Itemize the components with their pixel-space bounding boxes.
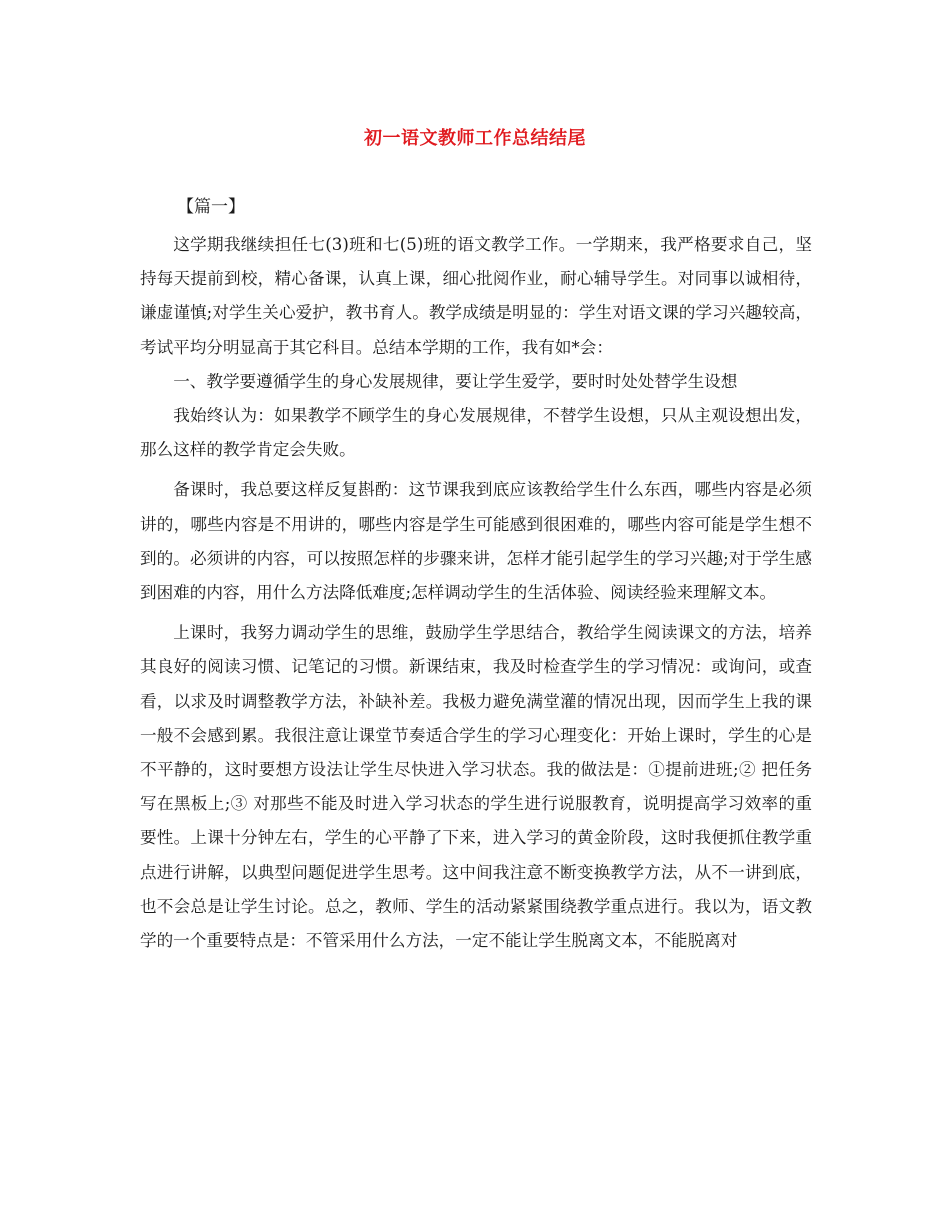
section-label: 【篇一】: [177, 197, 245, 217]
paragraph-in-class: 上课时，我努力调动学生的思维，鼓励学生学思结合，教给学生阅读课文的方法，培养其良好的阅读习惯、记笔记的习惯。新课结束，我及时检查学生的学习情况：或询问，或查看，以求及时调整教学方法，补缺补差。我极力避免满堂灌的情况出现，因而学生上我的课一般不会感到累。我很注意让课堂节奏适合学生的学习心理变化：开始上课时，学生的心是不平静的，这时要想方设法让学生尽快进入学习状态。我的做法是：①提前进班;② 把任务写在黑板上;③ 对那些不能及时进入学习状态的学生进行说服教育，说明提高学习效率的重要性。上课十分钟左右，学生的心平静了下来，进入学习的黄金阶段，这时我便抓住教学重点进行讲解，以典型问题促进学生思考。这中间我注意不断变换教学方法，从不一讲到底，也不会总是让学生讨论。总之，教师、学生的活动紧紧围绕教学重点进行。我以为，语文教学的一个重要特点是：不管采用什么方法，一定不能让学生脱离文本，不能脱离对: [140, 623, 812, 951]
paragraph-intro: 这学期我继续担任七(3)班和七(5)班的语文教学工作。一学期来，我严格要求自己，坚持每天提前到校，精心备课，认真上课，细心批阅作业，耐心辅导学生。对同事以诚相待，谦虚谨慎;对学生关心爱护，教书育人。教学成绩是明显的：学生对语文课的学习兴趣较高，考试平均分明显高于其它科目。总结本学期的工作，我有如*会：: [140, 235, 812, 357]
document-title: 初一语文教师工作总结结尾: [364, 128, 586, 149]
paragraph-heading-1: 一、教学要遵循学生的身心发展规律，要让学生爱学，要时时处处替学生设想: [173, 371, 738, 391]
paragraph-lesson-prep: 备课时，我总要这样反复斟酌：这节课我到底应该教给学生什么东西，哪些内容是必须讲的，哪些内容是不用讲的，哪些内容是学生可能感到很困难的，哪些内容可能是学生想不到的。必须讲的内容，可以按照怎样的步骤来讲，怎样才能引起学生的学习兴趣;对于学生感到困难的内容，用什么方法降低难度;怎样调动学生的生活体验、阅读经验来理解文本。: [140, 480, 812, 603]
paragraph-belief: 我始终认为：如果教学不顾学生的身心发展规律，不替学生设想，只从主观设想出发，那么这样的教学肯定会失败。: [140, 406, 812, 460]
document-body: [140, 228, 812, 958]
